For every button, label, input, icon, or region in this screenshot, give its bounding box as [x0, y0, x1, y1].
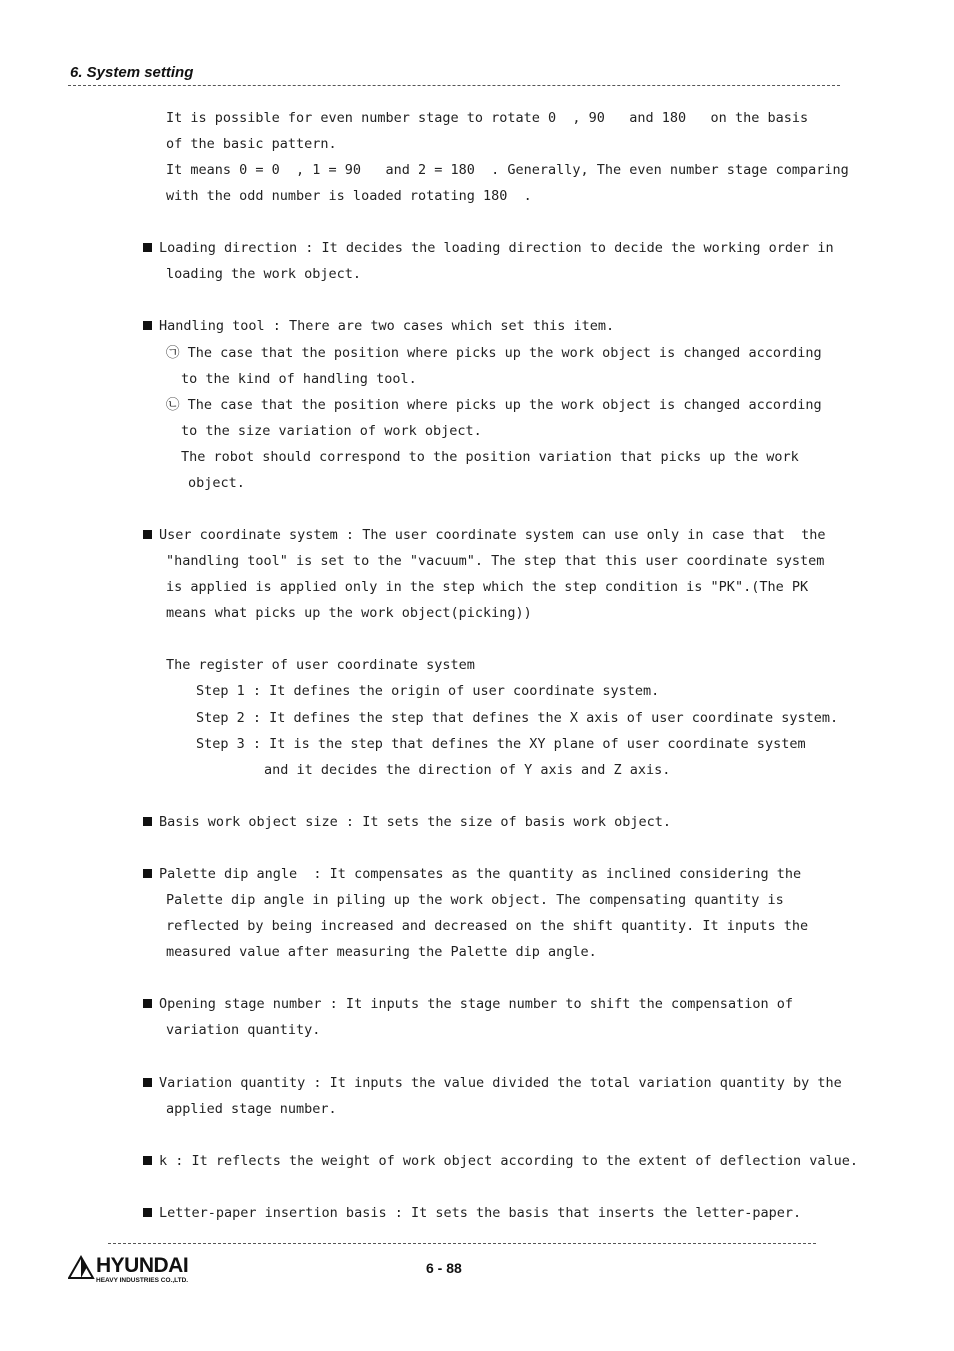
logo-subtitle: HEAVY INDUSTRIES CO.,LTD. [96, 1277, 189, 1284]
text-line [166, 943, 597, 961]
line-text: loading the work object. [166, 266, 362, 282]
header-divider [68, 85, 840, 86]
line-text: k : It reflects the weight of work object according to the extent of deflection value. [159, 1153, 858, 1169]
logo-wordmark: HYUNDAI [96, 1254, 189, 1277]
line-text: means what picks up the work object(picking)) [166, 605, 532, 621]
line-text: to the size variation of work object. [181, 423, 482, 439]
bullet-line [143, 526, 825, 544]
page-number: 6 - 88 [426, 1260, 462, 1276]
line-text: The robot should correspond to the position variation that picks up the work [181, 449, 799, 465]
bullet-line [143, 1204, 801, 1222]
line-text: Step 3 : It is the step that defines the XY plane of user coordinate system [196, 736, 806, 752]
text-line [166, 891, 784, 909]
square-bullet-icon [143, 1208, 152, 1217]
bullet-line [143, 995, 793, 1013]
line-text: to the kind of handling tool. [181, 371, 417, 387]
text-line [166, 1021, 320, 1039]
text-line [166, 552, 824, 570]
square-bullet-icon [143, 321, 152, 330]
line-text: Palette dip angle in piling up the work object. The compensating quantity is [166, 892, 784, 908]
line-text: Opening stage number : It inputs the stage number to shift the compensation of [159, 996, 793, 1012]
text-line [181, 422, 482, 440]
square-bullet-icon [143, 1078, 152, 1087]
footer-divider [108, 1243, 816, 1244]
text-line [166, 656, 475, 674]
bullet-line [143, 1074, 842, 1092]
line-text: and it decides the direction of Y axis and Z axis. [264, 762, 671, 778]
bullet-line [143, 1152, 858, 1170]
text-line [166, 1100, 337, 1118]
line-text: Step 2 : It defines the step that defines the X axis of user coordinate system. [196, 710, 839, 726]
text-line [166, 109, 808, 127]
square-bullet-icon [143, 530, 152, 539]
bullet-line [143, 317, 614, 335]
text-line [196, 682, 659, 700]
line-text: Variation quantity : It inputs the value divided the total variation quantity by the [159, 1075, 842, 1091]
line-text: User coordinate system : The user coordinate system can use only in case that the [159, 527, 826, 543]
text-line [196, 709, 838, 727]
square-bullet-icon [143, 243, 152, 252]
text-line [166, 135, 337, 153]
text-line [166, 344, 822, 362]
text-line [181, 370, 417, 388]
hyundai-logo [68, 1254, 208, 1288]
line-text: "handling tool" is set to the "vacuum". The step that this user coordinate system [166, 553, 825, 569]
line-text: Step 1 : It defines the origin of user coordinate system. [196, 683, 660, 699]
text-line [166, 396, 822, 414]
line-text: Letter-paper insertion basis : It sets the basis that inserts the letter-paper. [159, 1205, 802, 1221]
text-line [166, 187, 532, 205]
square-bullet-icon [143, 869, 152, 878]
line-text: Loading direction : It decides the loading direction to decide the working order in [159, 240, 834, 256]
text-line [166, 161, 849, 179]
bullet-line [143, 865, 801, 883]
bullet-line [143, 813, 671, 831]
line-text: with the odd number is loaded rotating 180 . [166, 188, 532, 204]
line-text: The register of user coordinate system [166, 657, 475, 673]
text-line [166, 917, 808, 935]
line-text: Basis work object size : It sets the size of basis work object. [159, 814, 672, 830]
text-line [181, 448, 799, 466]
square-bullet-icon [143, 817, 152, 826]
line-text: Palette dip angle : It compensates as the quantity as inclined considering the [159, 866, 802, 882]
line-text: It means 0 = 0 , 1 = 90 and 2 = 180 . Generally, The even number stage comparing [166, 162, 849, 178]
line-text: It is possible for even number stage to rotate 0 , 90 and 180 on the basis [166, 110, 809, 126]
line-text: object. [188, 475, 245, 491]
square-bullet-icon [143, 1156, 152, 1165]
line-text: ㉠ The case that the position where picks up the work object is changed according [166, 345, 822, 361]
line-text: Handling tool : There are two cases which set this item. [159, 318, 615, 334]
line-text: variation quantity. [166, 1022, 321, 1038]
square-bullet-icon [143, 999, 152, 1008]
line-text: measured value after measuring the Palette dip angle. [166, 944, 597, 960]
text-line [166, 265, 361, 283]
line-text: reflected by being increased and decreased on the shift quantity. It inputs the [166, 918, 809, 934]
line-text: applied stage number. [166, 1101, 337, 1117]
line-text: is applied is applied only in the step which the step condition is "PK".(The PK [166, 579, 809, 595]
line-text: of the basic pattern. [166, 136, 337, 152]
section-title: 6. System setting [70, 64, 194, 81]
text-line [188, 474, 245, 492]
logo-triangle-icon [68, 1255, 96, 1281]
text-line [166, 604, 532, 622]
text-line [196, 735, 806, 753]
line-text: ㉡ The case that the position where picks up the work object is changed according [166, 397, 822, 413]
bullet-line [143, 239, 834, 257]
text-line [166, 578, 808, 596]
text-line [264, 761, 670, 779]
